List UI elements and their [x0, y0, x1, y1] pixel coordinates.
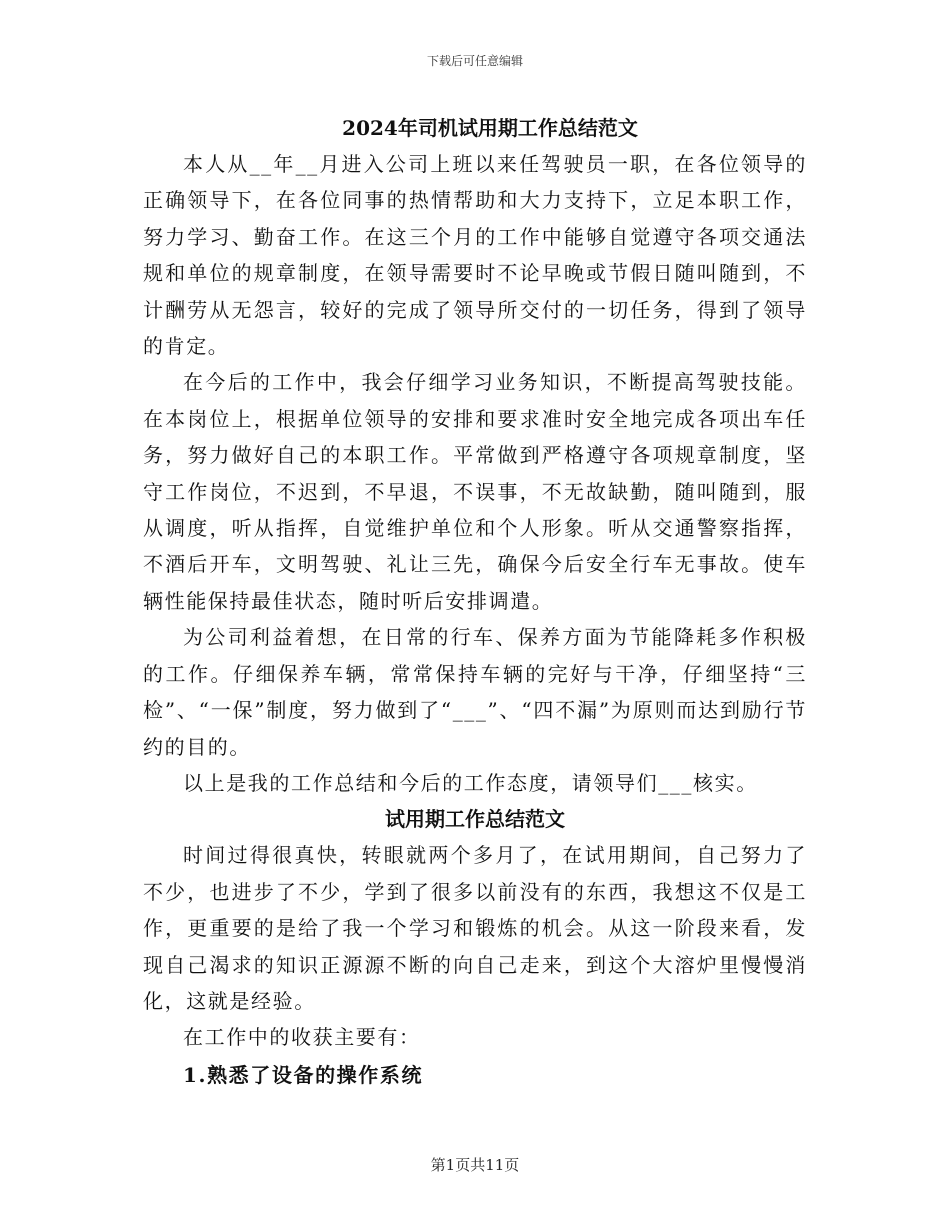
document-title: 2024年司机试用期工作总结范文: [342, 116, 638, 140]
list-heading: 1.熟悉了设备的操作系统: [183, 1062, 424, 1087]
paragraph: 以上是我的工作总结和今后的工作态度，请领导们___核实。: [183, 770, 758, 795]
page-header-note: 下载后可任意编辑: [426, 54, 523, 68]
paragraph: 为公司利益着想，在日常的行车、保养方面为节能降耗多作积极的工作。仔细保养车辆，常常保持车辆的完好与干净，仔细坚持“三检”、“一保”制度，努力做到了“___”、“四不漏”为原则而达到励行节约的目的。: [143, 625, 807, 759]
section-subtitle: 试用期工作总结范文: [385, 807, 565, 832]
paragraph: 本人从__年__月进入公司上班以来任驾驶员一职，在各位领导的正确领导下，在各位同事的热情帮助和大力支持下，立足本职工作，努力学习、勤奋工作。在这三个月的工作中能够自觉遵守各项交通法规和单位的规章制度，在领导需要时不论早晚或节假日随叫随到，不计酬劳从无怨言，较好的完成了领导所交付的一切任务，得到了领导的肯定。: [143, 152, 807, 359]
paragraph: 时间过得很真快，转眼就两个多月了，在试用期间，自己努力了不少，也进步了不少，学到了很多以前没有的东西，我想这不仅是工作，更重要的是给了我一个学习和锻炼的机会。从这一阶段来看，发现自己渴求的知识正源源不断的向自己走来，到这个大溶炉里慢慢消化，这就是经验。: [143, 843, 807, 1013]
document-body: [143, 110, 807, 1094]
page-footer-number: 第1页共11页: [430, 1156, 520, 1174]
paragraph: 在今后的工作中，我会仔细学习业务知识，不断提高驾驶技能。在本岗位上，根据单位领导的安排和要求准时安全地完成各项出车任务，努力做好自己的本职工作。平常做到严格遵守各项规章制度，坚守工作岗位，不迟到，不早退，不误事，不无故缺勤，随叫随到，服从调度，听从指挥，自觉维护单位和个人形象。听从交通警察指挥，不酒后开车，文明驾驶、礼让三先，确保今后安全行车无事故。使车辆性能保持最佳状态，随时听后安排调遣。: [143, 370, 807, 613]
paragraph: 在工作中的收获主要有：: [183, 1025, 421, 1050]
